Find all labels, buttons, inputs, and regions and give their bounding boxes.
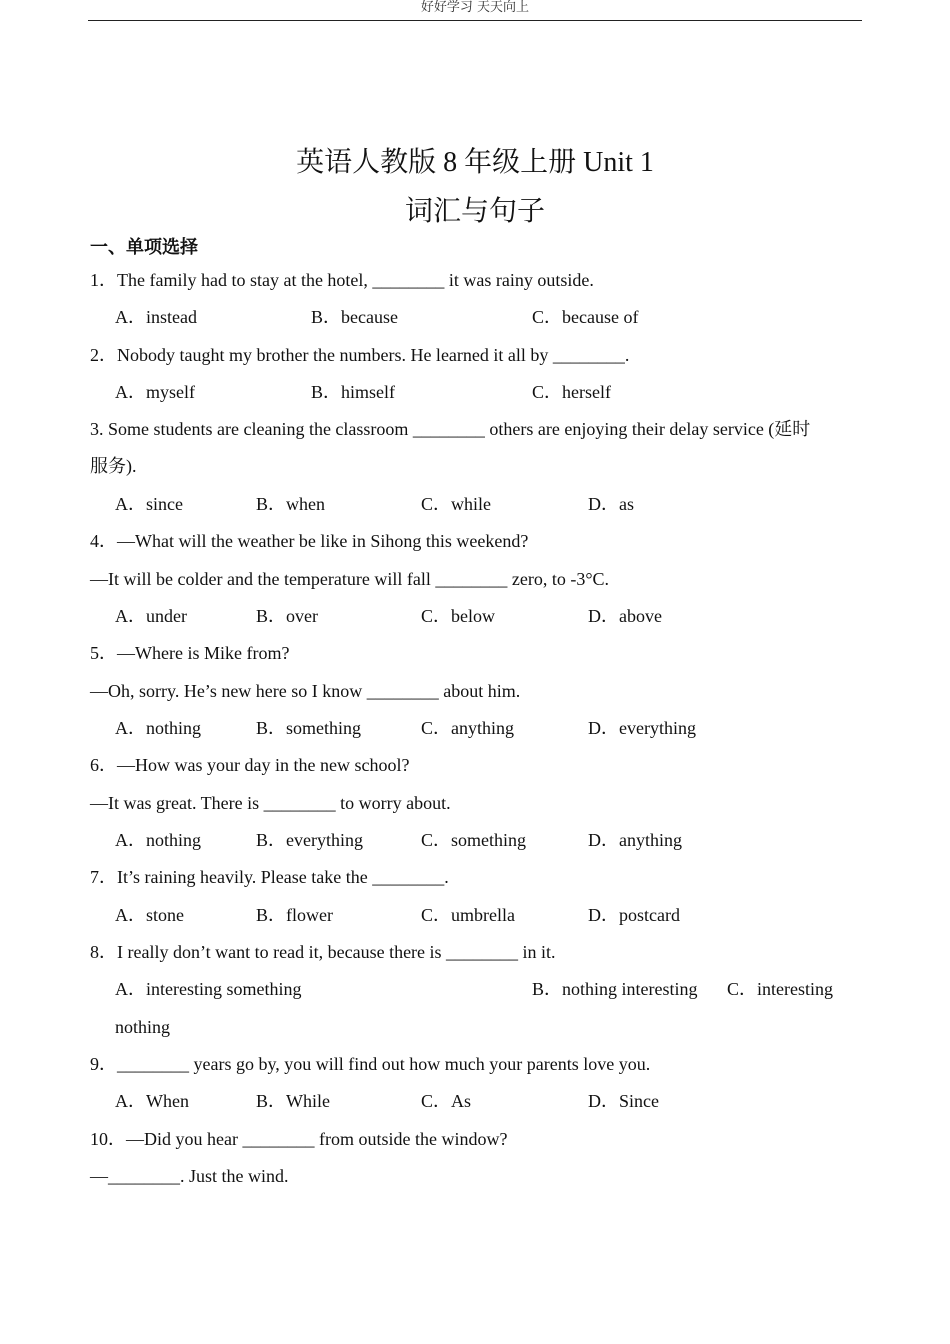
question-6-option-a: A．nothing: [115, 830, 202, 850]
question-2-option-b: B．himself: [311, 382, 395, 402]
section-heading: 一、单项选择: [90, 237, 198, 258]
question-3-option-a: A．since: [115, 494, 183, 514]
question-6-option-b: B．everything: [256, 830, 363, 850]
question-3-text-cont: 服务).: [90, 456, 137, 476]
question-5-reply: —Oh, sorry. He’s new here so I know ________ about him.: [90, 681, 521, 701]
question-1-option-c: C．because of: [532, 307, 639, 327]
question-5-option-c: C．anything: [421, 718, 514, 738]
question-6-text: 6．—How was your day in the new school?: [90, 755, 410, 775]
page-header-slogan: 好好学习 天天向上: [420, 0, 530, 15]
page-title: 英语人教版 8 年级上册 Unit 1: [296, 147, 654, 178]
question-3-option-d: D．as: [588, 494, 634, 514]
question-7-option-c: C．umbrella: [421, 905, 515, 925]
question-6-option-c: C．something: [421, 830, 527, 850]
question-9-option-c: C．As: [421, 1091, 472, 1111]
question-6-option-d: D．anything: [588, 830, 682, 850]
question-2-option-c: C．herself: [532, 382, 611, 402]
question-7-option-a: A．stone: [115, 905, 184, 925]
question-2-text: 2．Nobody taught my brother the numbers. He learned it all by ________.: [90, 345, 630, 365]
question-4-option-d: D．above: [588, 606, 662, 626]
question-9-text: 9．________ years go by, you will find out how much your parents love you.: [90, 1054, 651, 1074]
question-4-option-c: C．below: [421, 606, 495, 626]
question-7-option-b: B．flower: [256, 905, 333, 925]
question-4-option-b: B．over: [256, 606, 318, 626]
question-5-option-b: B．something: [256, 718, 362, 738]
page-subtitle: 词汇与句子: [404, 196, 545, 227]
question-9-option-d: D．Since: [588, 1091, 659, 1111]
question-7-text: 7．It’s raining heavily. Please take the ________.: [90, 867, 449, 887]
question-8-option-c-cont: nothing: [115, 1017, 171, 1037]
question-2-option-a: A．myself: [115, 382, 195, 402]
question-7-option-d: D．postcard: [588, 905, 680, 925]
question-10-text: 10．—Did you hear ________ from outside the window?: [90, 1129, 508, 1149]
question-3-text: 3. Some students are cleaning the classroom ________ others are enjoying their delay service (延时: [90, 419, 811, 439]
question-8-option-c: C．interesting: [727, 979, 833, 999]
question-1-option-a: A．instead: [115, 307, 197, 327]
question-8-option-b: B．nothing interesting: [532, 979, 698, 999]
question-10-reply: —________. Just the wind.: [90, 1166, 289, 1186]
question-4-text: 4．—What will the weather be like in Sihong this weekend?: [90, 531, 529, 551]
question-1-option-b: B．because: [311, 307, 398, 327]
question-3-option-c: C．while: [421, 494, 491, 514]
header-divider: [88, 20, 862, 21]
question-4-option-a: A．under: [115, 606, 187, 626]
question-6-reply: —It was great. There is ________ to worry about.: [90, 793, 451, 813]
question-5-option-a: A．nothing: [115, 718, 202, 738]
question-8-text: 8．I really don’t want to read it, because there is ________ in it.: [90, 942, 556, 962]
question-5-text: 5．—Where is Mike from?: [90, 643, 290, 663]
question-9-option-b: B．While: [256, 1091, 330, 1111]
question-4-reply: —It will be colder and the temperature will fall ________ zero, to -3°C.: [90, 569, 610, 589]
question-1-text: 1．The family had to stay at the hotel, ________ it was rainy outside.: [90, 270, 594, 290]
question-9-option-a: A．When: [115, 1091, 189, 1111]
question-3-option-b: B．when: [256, 494, 325, 514]
question-5-option-d: D．everything: [588, 718, 696, 738]
question-8-option-a: A．interesting something: [115, 979, 302, 999]
